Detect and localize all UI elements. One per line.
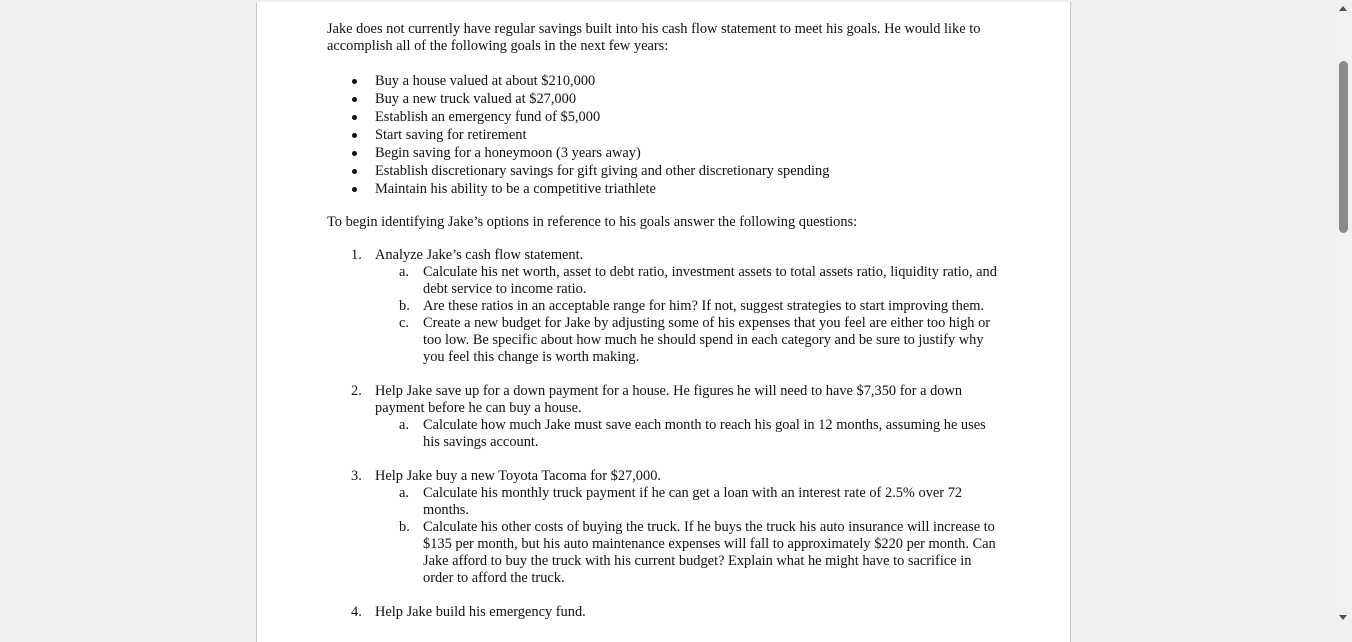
sub-question-text: Calculate his monthly truck payment if he can get a loan with an interest rate of 2.5% over 72 months.: [423, 484, 963, 518]
sub-question-letter: c.: [399, 314, 409, 331]
goals-list: [327, 72, 1002, 198]
question-text: Analyze Jake’s cash flow statement.: [375, 246, 584, 263]
document-page: [256, 2, 1071, 642]
question-item: [327, 468, 1002, 587]
question-number: 4.: [351, 603, 362, 620]
goal-item: Begin saving for a honeymoon (3 years away): [327, 144, 1002, 162]
sub-question-text: Calculate how much Jake must save each month to reach his goal in 12 months, assuming he uses his savings account.: [423, 416, 986, 450]
sub-question-item: [375, 298, 1002, 315]
goal-item: Buy a house valued at about $210,000: [327, 72, 1002, 90]
sub-question-item: [375, 264, 1002, 298]
question-number: 1.: [351, 246, 362, 263]
questions-intro: To begin identifying Jake’s options in reference to his goals answer the following questions:: [327, 214, 858, 230]
sub-question-letter: a.: [399, 416, 409, 433]
sub-question-letter: b.: [399, 297, 410, 314]
sub-question-item: [375, 485, 1002, 519]
questions-list: [327, 247, 1002, 621]
sub-question-text: Create a new budget for Jake by adjusting some of his expenses that you feel are either too high or too low. Be specific about how much he should spend in each category and be sure to justify why you feel this change is worth making.: [423, 314, 991, 365]
goal-item: Establish discretionary savings for gift giving and other discretionary spending: [327, 162, 1002, 180]
question-text: Help Jake build his emergency fund.: [375, 603, 586, 620]
question-item: [327, 604, 1002, 621]
sub-question-item: [375, 417, 1002, 451]
intro-paragraph: Jake does not currently have regular savings built into his cash flow statement to meet his goals. He would like to accomplish all of the following goals in the next few years:: [327, 21, 981, 54]
question-item: [327, 247, 1002, 366]
question-text: Help Jake save up for a down payment for a house. He figures he will need to have $7,350 for a down payment before he can buy a house.: [375, 382, 963, 416]
sub-question-letter: a.: [399, 484, 409, 501]
sub-question-text: Calculate his net worth, asset to debt ratio, investment assets to total assets ratio, liquidity ratio, and debt service to income ratio.: [423, 263, 997, 297]
sub-question-list: [375, 264, 1002, 366]
sub-question-letter: b.: [399, 518, 410, 535]
goal-item: Maintain his ability to be a competitive triathlete: [327, 180, 1002, 198]
scrollbar-thumb[interactable]: [1339, 61, 1348, 233]
scroll-down-arrow-icon[interactable]: [1339, 615, 1347, 620]
vertical-scrollbar[interactable]: [1335, 0, 1352, 626]
goal-item: Start saving for retirement: [327, 126, 1002, 144]
document-content: [327, 21, 1002, 638]
sub-question-list: [375, 417, 1002, 451]
sub-question-text: Calculate his other costs of buying the truck. If he buys the truck his auto insurance will increase to $135 per month, but his auto maintenance expenses will fall to approximately $220 per month. Can Jake afford to buy the truck with his current budget? Explain what he might have to sacrifice in order to afford the truck.: [423, 518, 996, 586]
question-text: Help Jake buy a new Toyota Tacoma for $27,000.: [375, 467, 661, 484]
sub-question-item: [375, 315, 1002, 366]
sub-question-item: [375, 519, 1002, 587]
question-number: 3.: [351, 467, 362, 484]
sub-question-list: [375, 485, 1002, 587]
sub-question-letter: a.: [399, 263, 409, 280]
goal-item: Buy a new truck valued at $27,000: [327, 90, 1002, 108]
goal-item: Establish an emergency fund of $5,000: [327, 108, 1002, 126]
question-number: 2.: [351, 382, 362, 399]
sub-question-text: Are these ratios in an acceptable range for him? If not, suggest strategies to start improving them.: [423, 297, 985, 314]
scroll-up-arrow-icon[interactable]: [1339, 6, 1347, 11]
question-item: [327, 383, 1002, 451]
